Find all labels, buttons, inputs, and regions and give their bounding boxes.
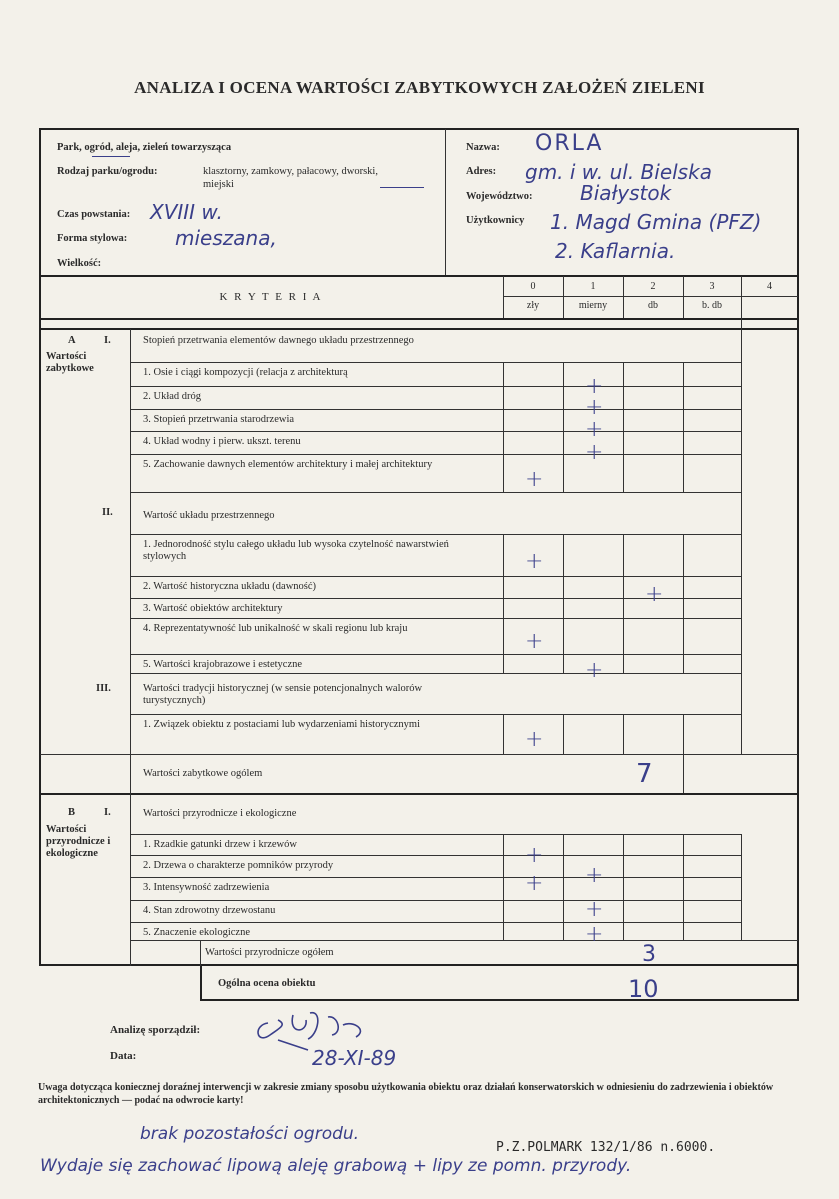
row-line [130,654,741,655]
printer-info: P.Z.POLMARK 132/1/86 n.6000. [496,1140,716,1155]
score-cell-line [563,534,564,576]
score-mark: + [525,871,544,896]
score-cell-line [683,454,684,492]
score-cell-line [623,431,624,454]
kryteria-col-line [683,276,684,318]
criterion-label: 3. Wartość obiektów architektury [143,603,283,614]
section-a-total-value: 7 [636,759,653,789]
forma-label: Forma stylowa: [57,233,128,244]
section-b-total-label: Wartości przyrodnicze ogółem [205,947,334,958]
section-b-i-head: Wartości przyrodnicze i ekologiczne [143,808,297,819]
score-mark: + [585,897,604,922]
row-line [130,454,741,455]
dworski-underline [380,187,424,188]
score-cell-line [503,409,504,431]
score-right-line [741,296,742,754]
header-bottom-line [40,275,798,277]
score-cell-line [683,534,684,576]
rodzaj-options: klasztorny, zamkowy, pałacowy, dworski, [203,166,378,177]
score-cell-line [623,598,624,618]
adres-label: Adres: [466,166,497,177]
czas-label: Czas powstania: [57,209,131,220]
criterion-label: 2. Układ dróg [143,391,202,402]
page-title: ANALIZA I OCENA WARTOŚCI ZABYTKOWYCH ZAŁOŻEŃ ZIELENI [134,78,705,97]
score-cell-line [683,618,684,654]
score-cell-line [683,922,684,940]
section-b-total-value: 3 [642,942,656,967]
section-a-iii-head: Wartości tradycji historycznej (w sensie potencjonalnych walorów turystycznych) [143,683,423,706]
score-cell-line [503,431,504,454]
group-end-line [40,754,130,755]
score-cell-line [683,431,684,454]
park-label: Park, ogród, aleja, zieleń towarzysząca [57,142,232,153]
row-line [130,576,741,577]
score-cell-line [563,618,564,654]
score-mark: + [525,467,544,492]
kryteria-label: K R Y T E R I A [219,291,323,303]
score-cell-line [623,362,624,386]
section-b-letter: B [68,807,76,818]
uzytkownicy-value-1: 1. Magd Gmina (PFZ) [550,210,762,234]
section-b-i-num: I. [104,807,111,818]
score-cell-line [683,714,684,754]
score-cell-line [563,576,564,598]
score-cell-line [623,654,624,673]
kryteria-col-num: 4 [767,281,772,292]
row-line [130,855,741,856]
criterion-label: 2. Drzewa o charakterze pomników przyrody [143,860,334,871]
score-mark: + [585,658,604,683]
score-cell-line [623,900,624,922]
score-cell-line [683,576,684,598]
criterion-label: 4. Układ wodny i pierw. ukszt. terenu [143,436,301,447]
score-mark: + [585,440,604,465]
wojewodztwo-label: Województwo: [466,191,533,202]
score-mark: + [525,843,544,868]
handwritten-note-1: brak pozostałości ogrodu. [140,1124,360,1144]
score-cell-line [683,834,684,855]
row-line [130,386,741,387]
score-cell-line [623,877,624,900]
score-cell-line [503,900,504,922]
criterion-label: 5. Znaczenie ekologiczne [143,927,250,938]
score-cell-line [741,922,742,940]
kryteria-col-name: zły [526,300,540,311]
total-cell-line [683,754,684,793]
score-cell-line [563,900,564,922]
overall-label: Ogólna ocena obiektu [218,978,316,989]
uzytkownicy-value-2: 2. Kaflarnia. [555,239,676,263]
kryteria-col-name: b. db [702,300,722,311]
score-mark: + [585,374,604,399]
score-cell-line [503,834,504,855]
score-cell-line [623,576,624,598]
score-cell-line [741,877,742,900]
criterion-label: 3. Intensywność zadrzewienia [143,882,270,893]
score-cell-line [563,834,564,855]
score-cell-line [503,386,504,409]
section-a-iii-num: III. [96,683,111,694]
row-line [130,834,741,835]
wielkosc-label: Wielkość: [57,258,102,269]
score-cell-line [683,877,684,900]
section-a-ii-head: Wartość układu przestrzennego [143,510,275,521]
section-a-ii-num: II. [102,507,113,518]
overall-value: 10 [628,975,659,1003]
score-mark: + [645,582,664,607]
score-mark: + [585,922,604,947]
adres-value: gm. i w. ul. Bielska [525,160,712,184]
row-line [130,922,741,923]
row-line [130,714,741,715]
score-cell-line [503,598,504,618]
score-cell-line [503,534,504,576]
criterion-label: 5. Zachowanie dawnych elementów architektury i małej architektury [143,459,433,470]
section-b-top-line [40,793,798,795]
score-cell-line [503,618,504,654]
kryteria-col-num: 3 [709,281,715,292]
score-cell-line [683,654,684,673]
score-cell-line [683,386,684,409]
kryteria-col-name: db [648,300,658,311]
section-a-letter: A [68,335,76,346]
criterion-label: 3. Stopień przetrwania starodrzewia [143,414,295,425]
score-cell-line [503,855,504,877]
kryteria-col-line [503,276,504,318]
rodzaj-label: Rodzaj parku/ogrodu: [57,166,158,177]
row-line [130,431,741,432]
section-b-title: Wartości przyrodnicze i ekologiczne [46,824,111,859]
criterion-label: 1. Związek obiektu z postaciami lub wydarzeniami historycznymi [143,719,420,730]
score-cell-line [563,922,564,940]
row-line [130,877,741,878]
score-cell-line [563,362,564,386]
score-cell-line [623,834,624,855]
score-cell-line [563,654,564,673]
kryteria-bottom-line [40,318,798,320]
ogrod-underline [92,156,130,157]
score-cell-line [503,576,504,598]
date-value: 28-XI-89 [312,1046,397,1070]
score-cell-line [503,877,504,900]
criterion-label: 4. Reprezentatywność lub unikalność w skali regionu lub kraju [143,623,408,634]
score-mark: + [525,727,544,752]
score-mark: + [525,629,544,654]
row-line [130,409,741,410]
kryteria-col-num: 0 [530,281,536,292]
row-line [130,362,741,363]
uzytkownicy-label: Użytkownicy [466,215,525,226]
score-cell-line [563,877,564,900]
score-cell-line [623,714,624,754]
forma-value: mieszana, [175,226,277,250]
score-cell-line [623,855,624,877]
group-end-line [130,492,741,493]
score-cell-line [563,855,564,877]
section-a-i-num: I. [104,335,111,346]
czas-value: XVIII w. [150,200,223,224]
data-label: Data: [110,1050,137,1062]
score-cell-line [741,855,742,877]
score-cell-line [741,834,742,855]
row-line [130,900,741,901]
nazwa-label: Nazwa: [466,142,500,153]
score-cell-line [503,362,504,386]
section-a-title: Wartości zabytkowe [46,351,94,374]
row-line [130,618,741,619]
score-cell-line [623,409,624,431]
header-divider [445,129,446,275]
score-cell-line [563,714,564,754]
overall-divider [200,940,201,966]
nazwa-value: ORLA [535,131,604,156]
score-cell-line [503,714,504,754]
criterion-label: 5. Wartości krajobrazowe i estetyczne [143,659,303,670]
group-end-line [130,673,741,674]
score-cell-line [623,618,624,654]
uwaga-note: Uwaga dotycząca koniecznej doraźnej interwencji w zakresie zmiany sposobu użytkowania obiektu oraz działań konserwatorskich w odniesieniu do zadrzewienia i obiektów architektonicznych — podać na odwrocie karty! [38,1082,774,1106]
score-cell-line [683,409,684,431]
handwritten-note-2: Wydaje się zachować lipową aleję grabową + lipy ze pomn. przyrody. [40,1156,632,1176]
score-cell-line [563,431,564,454]
score-cell-line [503,454,504,492]
score-mark: + [525,549,544,574]
score-mark: + [585,395,604,420]
score-cell-line [623,386,624,409]
section-a-total-label: Wartości zabytkowe ogólem [143,768,263,779]
score-cell-line [683,900,684,922]
score-mark: + [585,863,604,888]
row-line [130,534,741,535]
criterion-label: 2. Wartość historyczna układu (dawność) [143,581,317,592]
criterion-label: 1. Osie i ciągi kompozycji (relacja z architekturą [143,367,348,378]
score-cell-line [741,900,742,922]
section-a-top-line [40,328,798,330]
score-cell-line [683,598,684,618]
group-end-line [130,754,798,755]
rodzaj-options-2: miejski [203,179,234,190]
score-cell-line [623,922,624,940]
criterion-label: 4. Stan zdrowotny drzewostanu [143,905,276,916]
kryteria-col-name: mierny [578,300,608,311]
score-cell-line [503,654,504,673]
wojewodztwo-value: Białystok [580,181,672,205]
section-a-i-head: Stopień przetrwania elementów dawnego układu przestrzennego [143,335,414,346]
score-cell-line [623,534,624,576]
kryteria-col-num: 2 [650,281,656,292]
group-end-line [130,940,798,941]
analiza-label: Analizę sporządził: [110,1024,201,1036]
score-cell-line [683,855,684,877]
category-divider [130,329,131,966]
criterion-label: 1. Rzadkie gatunki drzew i krzewów [143,839,297,850]
score-cell-line [563,454,564,492]
score-mark: + [585,417,604,442]
score-cell-line [563,598,564,618]
criterion-label: 1. Jednorodność stylu całego układu lub wysoka czytelność nawarstwień stylowych [143,539,449,562]
score-cell-line [563,386,564,409]
kryteria-col-line [623,276,624,318]
kryteria-mid-line [503,296,798,297]
score-cell-line [683,362,684,386]
score-cell-line [563,409,564,431]
score-cell-line [623,454,624,492]
kryteria-col-line [563,276,564,318]
score-cell-line [503,922,504,940]
kryteria-col-num: 1 [590,281,596,292]
